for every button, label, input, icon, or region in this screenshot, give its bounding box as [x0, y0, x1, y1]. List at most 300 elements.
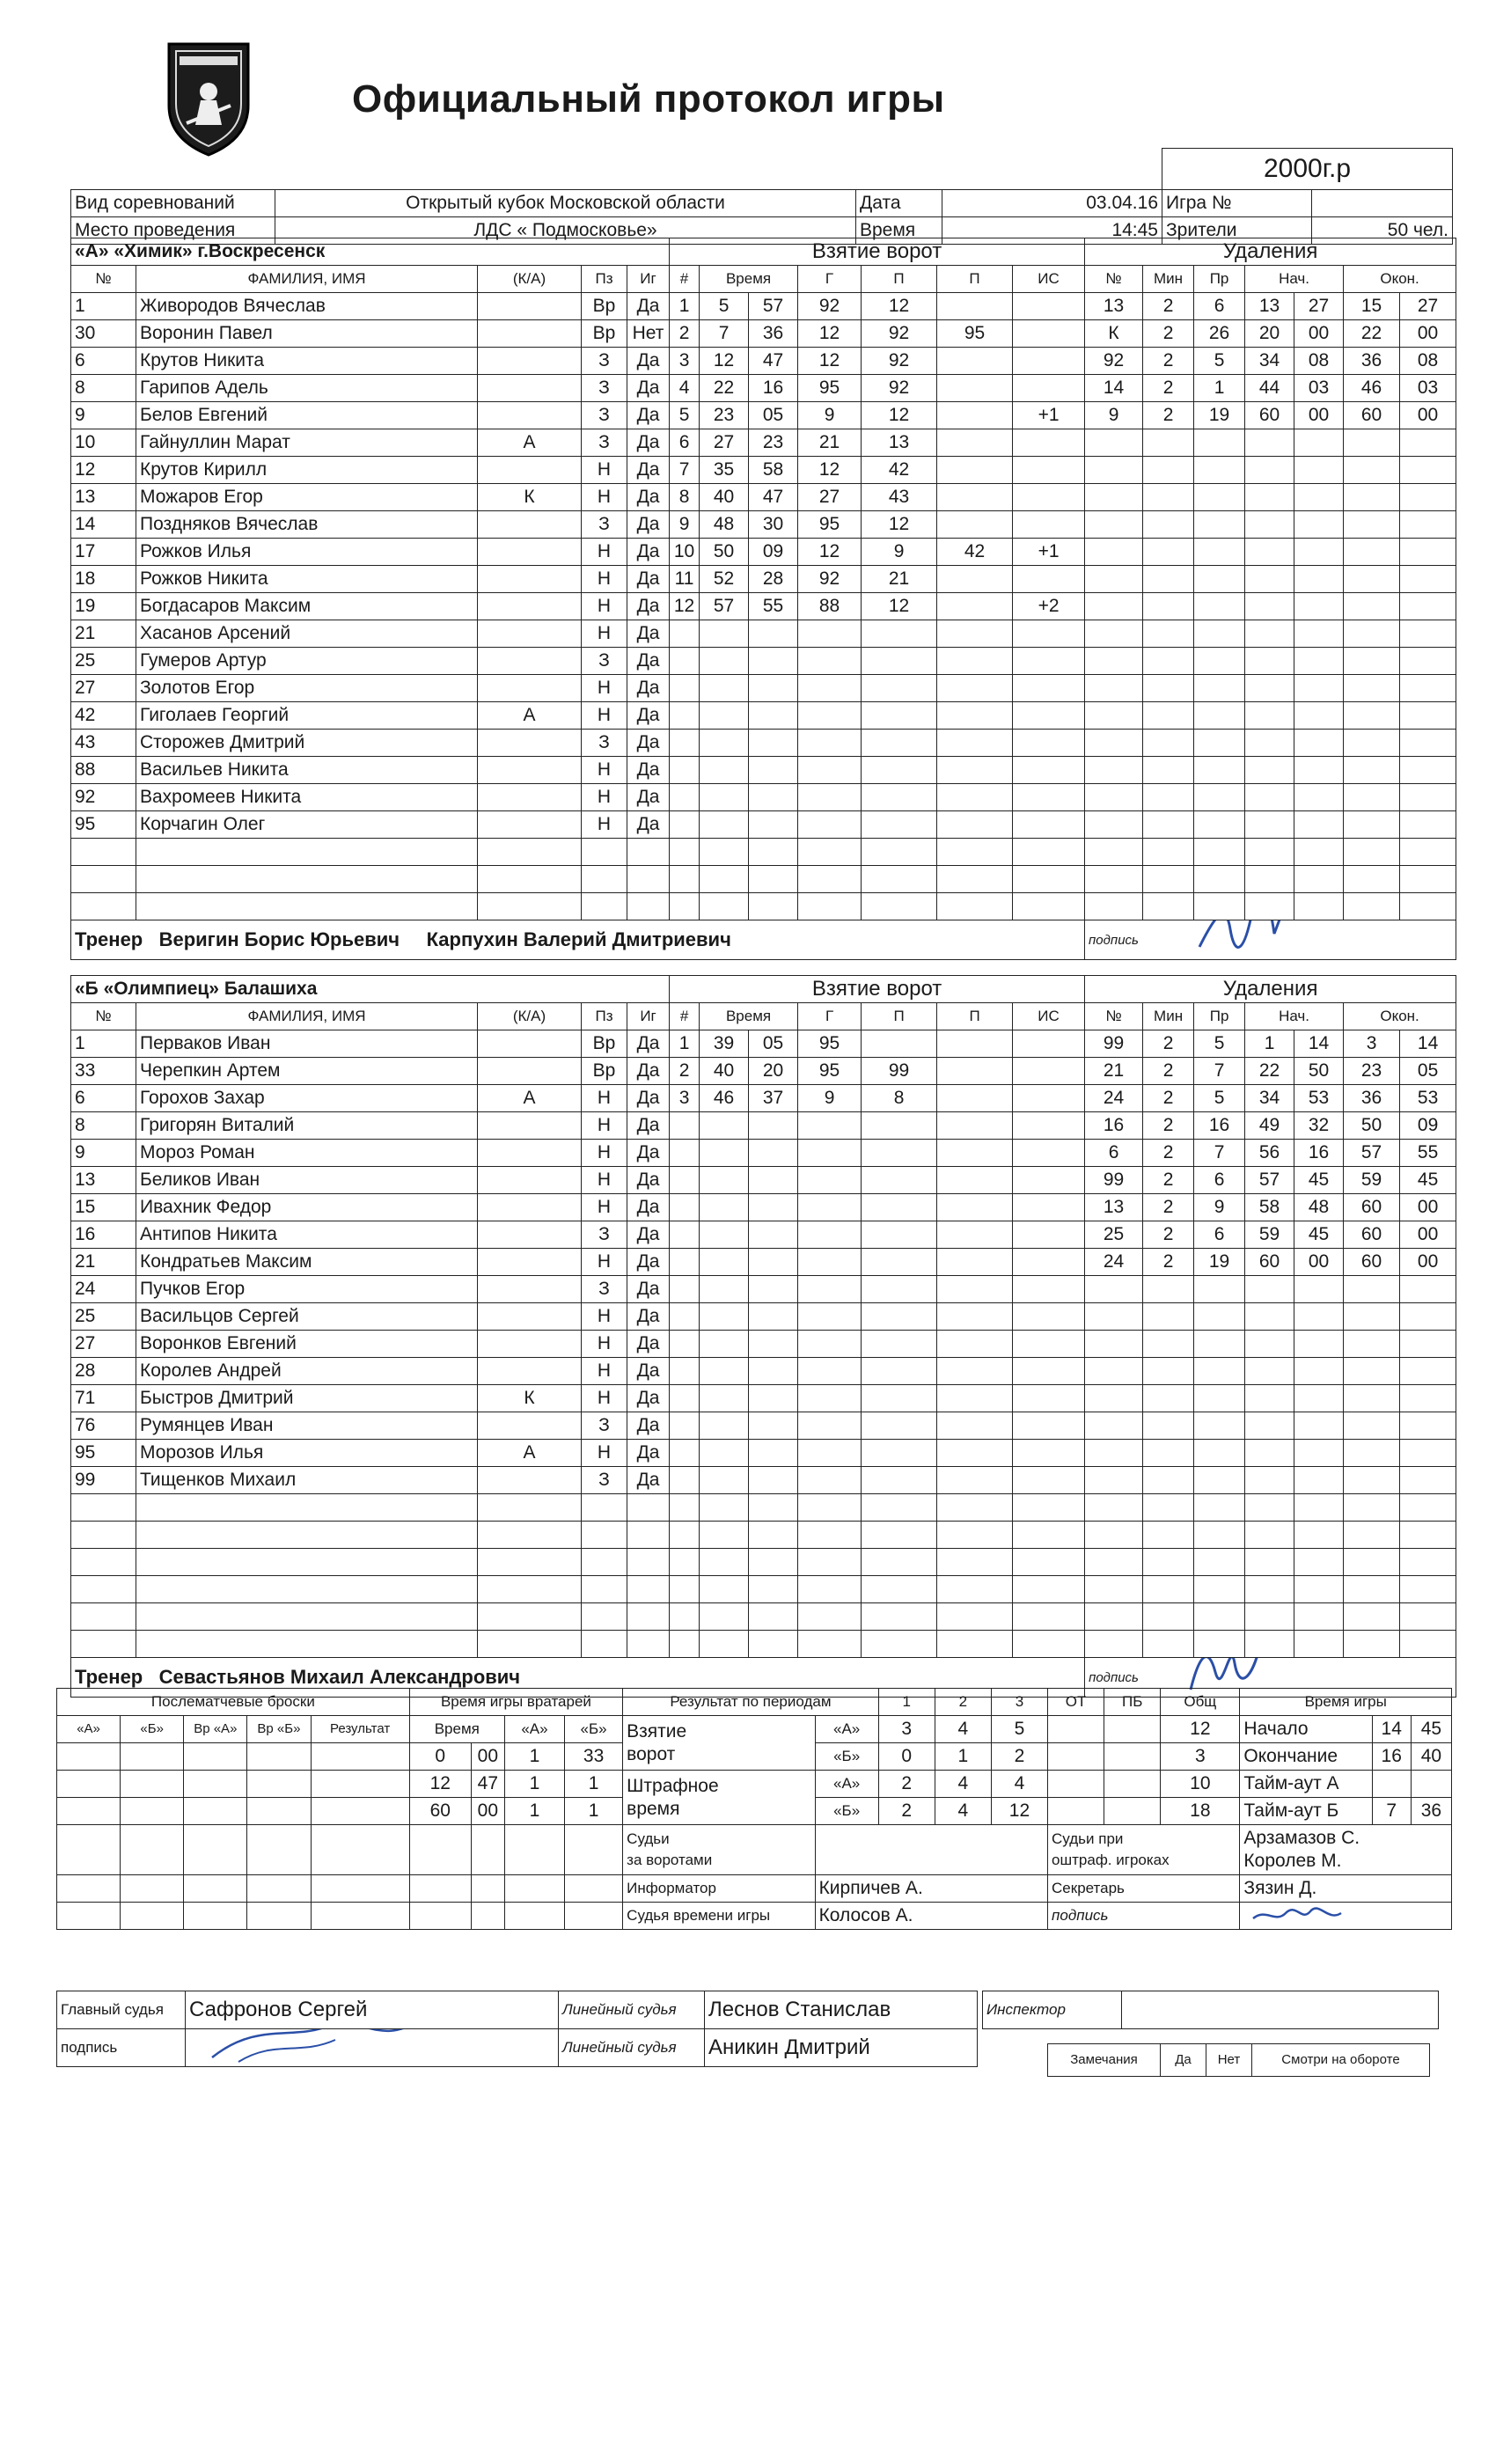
penalty-player: 9	[1085, 402, 1143, 429]
player-played: Да	[627, 1412, 670, 1440]
goal-minute	[700, 1412, 749, 1440]
penalty-reason	[1194, 784, 1245, 811]
penalty-end-sec: 05	[1400, 1058, 1456, 1085]
player-role: А	[478, 702, 582, 730]
penalty-minutes: 2	[1143, 1194, 1194, 1221]
penalty-start-min: 58	[1245, 1194, 1294, 1221]
period-ot-header: ОТ	[1048, 1689, 1104, 1716]
penalty-start-sec	[1294, 1276, 1344, 1303]
penalty-start-min	[1245, 1276, 1294, 1303]
goal-assist-1	[862, 1576, 937, 1603]
penalty-start-sec: 27	[1294, 293, 1344, 320]
penalty-reason: 5	[1194, 1030, 1245, 1058]
goal-second: 05	[749, 402, 798, 429]
penalty-reason: 5	[1194, 348, 1245, 375]
goal-second	[749, 620, 798, 648]
goal-assist-1	[862, 675, 937, 702]
penalty-start-sec	[1294, 1631, 1344, 1658]
goal-minute: 48	[700, 511, 749, 539]
goal-minute	[700, 1440, 749, 1467]
goal-assist-1: 12	[862, 593, 937, 620]
player-name: Хасанов Арсений	[136, 620, 478, 648]
penalty-start-min: 57	[1245, 1167, 1294, 1194]
goal-second	[749, 1303, 798, 1331]
col-name: ФАМИЛИЯ, ИМЯ	[136, 1003, 478, 1030]
goal-scorer	[798, 1412, 862, 1440]
penalty-start-min	[1245, 675, 1294, 702]
penalty-end-sec: 53	[1400, 1085, 1456, 1112]
goal-assist-1	[862, 1440, 937, 1467]
periods-goals-team-b: «Б»	[815, 1743, 878, 1771]
pim-b-p1: 2	[878, 1798, 935, 1825]
player-number: 9	[71, 1140, 136, 1167]
goal-situation	[1013, 320, 1085, 348]
goalie-row-1-b: 33	[565, 1743, 623, 1771]
penalty-start-min	[1245, 566, 1294, 593]
player-role	[478, 593, 582, 620]
penalty-player	[1085, 675, 1143, 702]
penalty-minutes	[1143, 1331, 1194, 1358]
goal-situation	[1013, 1140, 1085, 1167]
pim-a-p3: 4	[991, 1771, 1047, 1798]
penalty-end-min	[1344, 1276, 1400, 1303]
period-1-header: 1	[878, 1689, 935, 1716]
goal-number	[670, 1467, 700, 1494]
player-position: Н	[582, 1167, 627, 1194]
penalty-start-sec: 08	[1294, 348, 1344, 375]
penalty-end-sec	[1400, 675, 1456, 702]
goal-second: 30	[749, 511, 798, 539]
team-a-table	[70, 238, 1456, 960]
goalie-row-1-sec: 00	[471, 1743, 504, 1771]
penalty-reason	[1194, 730, 1245, 757]
team-b-row	[71, 1221, 1456, 1249]
player-name: Ивахник Федор	[136, 1194, 478, 1221]
player-position	[582, 1494, 627, 1522]
player-played	[627, 1631, 670, 1658]
player-name	[136, 1576, 478, 1603]
player-position: З	[582, 1221, 627, 1249]
goal-scorer	[798, 1549, 862, 1576]
penalty-end-sec	[1400, 1494, 1456, 1522]
player-name: Васильев Никита	[136, 757, 478, 784]
goal-assist-1	[862, 811, 937, 839]
secretary-signature-cell	[1240, 1903, 1452, 1930]
penalty-reason: 9	[1194, 1194, 1245, 1221]
penalty-start-min	[1245, 1385, 1294, 1412]
penalty-start-min	[1245, 1358, 1294, 1385]
goal-assist-1	[862, 1467, 937, 1494]
player-name: Королев Андрей	[136, 1358, 478, 1385]
goal-minute: 46	[700, 1085, 749, 1112]
match-info-table	[70, 148, 1453, 245]
goalie-col-b: «Б»	[565, 1716, 623, 1743]
goal-second	[749, 1358, 798, 1385]
penalty-start-sec	[1294, 675, 1344, 702]
goal-assist-1: 99	[862, 1058, 937, 1085]
penalty-end-min: 3	[1344, 1030, 1400, 1058]
player-position: Н	[582, 811, 627, 839]
goal-scorer: 27	[798, 484, 862, 511]
team-b-row	[71, 1440, 1456, 1467]
goal-number	[670, 702, 700, 730]
player-number: 27	[71, 1331, 136, 1358]
goal-situation	[1013, 511, 1085, 539]
game-end-minute: 40	[1411, 1743, 1451, 1771]
goal-scorer	[798, 620, 862, 648]
player-number	[71, 1576, 136, 1603]
goal-scorer	[798, 1358, 862, 1385]
goal-scorer	[798, 839, 862, 866]
player-role	[478, 1522, 582, 1549]
penalty-start-min: 34	[1245, 348, 1294, 375]
goal-scorer: 95	[798, 375, 862, 402]
goal-scorer: 88	[798, 593, 862, 620]
player-name: Румянцев Иван	[136, 1412, 478, 1440]
player-role	[478, 539, 582, 566]
player-role	[478, 1030, 582, 1058]
penalty-end-min	[1344, 1494, 1400, 1522]
goal-second	[749, 1112, 798, 1140]
player-role: А	[478, 1440, 582, 1467]
pim-a-p2: 4	[935, 1771, 991, 1798]
col-pen-min: Мин	[1143, 1003, 1194, 1030]
team-b-row	[71, 1631, 1456, 1658]
goal-situation: +1	[1013, 539, 1085, 566]
player-role	[478, 1167, 582, 1194]
player-position: Н	[582, 620, 627, 648]
goal-number	[670, 1194, 700, 1221]
player-number: 28	[71, 1358, 136, 1385]
goal-situation	[1013, 1058, 1085, 1085]
penalty-end-sec: 45	[1400, 1167, 1456, 1194]
player-number: 6	[71, 348, 136, 375]
goal-assist-2	[937, 1030, 1013, 1058]
goal-assist-1	[862, 757, 937, 784]
player-name: Рожков Никита	[136, 566, 478, 593]
penalty-end-sec: 00	[1400, 1194, 1456, 1221]
penalty-start-sec	[1294, 757, 1344, 784]
penalty-end-sec	[1400, 1385, 1456, 1412]
team-a-row	[71, 757, 1456, 784]
periods-goals-label	[623, 1716, 815, 1771]
penalty-minutes	[1143, 593, 1194, 620]
player-name: Белов Евгений	[136, 402, 478, 429]
team-a-row	[71, 866, 1456, 893]
goal-minute	[700, 1631, 749, 1658]
penalty-player	[1085, 1549, 1143, 1576]
penalty-minutes: 2	[1143, 1030, 1194, 1058]
penalty-start-min	[1245, 539, 1294, 566]
player-played: Да	[627, 1167, 670, 1194]
goal-scorer	[798, 1440, 862, 1467]
player-played: Да	[627, 539, 670, 566]
goal-minute	[700, 784, 749, 811]
goal-number	[670, 893, 700, 920]
goal-situation	[1013, 866, 1085, 893]
goal-scorer: 92	[798, 566, 862, 593]
penalty-player	[1085, 757, 1143, 784]
player-position: Вр	[582, 1058, 627, 1085]
player-name: Тищенков Михаил	[136, 1467, 478, 1494]
penalty-player: 21	[1085, 1058, 1143, 1085]
goal-assist-2: 42	[937, 539, 1013, 566]
goal-second	[749, 866, 798, 893]
penalty-reason: 6	[1194, 1221, 1245, 1249]
goal-second: 05	[749, 1030, 798, 1058]
player-played: Да	[627, 811, 670, 839]
player-position: Н	[582, 784, 627, 811]
goal-scorer	[798, 1140, 862, 1167]
timeout-b-label: Тайм-аут Б	[1240, 1798, 1372, 1825]
goal-minute	[700, 1494, 749, 1522]
goal-assist-2	[937, 702, 1013, 730]
penalty-reason: 5	[1194, 1085, 1245, 1112]
penalty-start-min	[1245, 1522, 1294, 1549]
player-name	[136, 839, 478, 866]
penalty-start-sec: 16	[1294, 1140, 1344, 1167]
penalty-start-sec	[1294, 484, 1344, 511]
player-name: Сторожев Дмитрий	[136, 730, 478, 757]
col-ig: Иг	[627, 1003, 670, 1030]
periods-pim-label	[623, 1771, 815, 1825]
col-pen-num: №	[1085, 266, 1143, 293]
penalty-reason	[1194, 1331, 1245, 1358]
team-b-row	[71, 1249, 1456, 1276]
penalty-start-sec: 50	[1294, 1058, 1344, 1085]
penalty-end-min: 23	[1344, 1058, 1400, 1085]
penalty-start-min: 60	[1245, 1249, 1294, 1276]
periods-title: Результат по периодам	[623, 1689, 879, 1716]
penalty-reason	[1194, 593, 1245, 620]
player-name	[136, 866, 478, 893]
goal-second	[749, 648, 798, 675]
shootout-col-b: «Б»	[121, 1716, 184, 1743]
goal-second: 55	[749, 593, 798, 620]
goal-minute	[700, 1194, 749, 1221]
penalty-minutes	[1143, 1358, 1194, 1385]
player-role	[478, 320, 582, 348]
goal-number	[670, 1358, 700, 1385]
penalty-end-sec	[1400, 702, 1456, 730]
penalty-start-sec	[1294, 1358, 1344, 1385]
spectators-value: 50 чел.	[1312, 217, 1453, 245]
player-number	[71, 839, 136, 866]
goal-assist-2	[937, 293, 1013, 320]
chief-signature-mark	[203, 2029, 432, 2067]
goals-a-total: 12	[1161, 1716, 1240, 1743]
player-name: Воронков Евгений	[136, 1331, 478, 1358]
penalty-player: 14	[1085, 375, 1143, 402]
goal-second	[749, 1276, 798, 1303]
pim-b-pb	[1104, 1798, 1161, 1825]
team-b-penalties-title: Удаления	[1085, 976, 1456, 1003]
goal-minute	[700, 730, 749, 757]
penalty-reason	[1194, 1358, 1245, 1385]
goal-assist-2	[937, 1358, 1013, 1385]
secretary-label: Секретарь	[1048, 1875, 1240, 1903]
goal-assist-2	[937, 593, 1013, 620]
goal-minute	[700, 702, 749, 730]
player-played: Да	[627, 348, 670, 375]
penalty-reason: 6	[1194, 293, 1245, 320]
team-a-row	[71, 702, 1456, 730]
goal-number	[670, 1331, 700, 1358]
team-a-row	[71, 648, 1456, 675]
team-b-coach-1: Севастьянов Михаил Александрович	[158, 1666, 521, 1688]
player-position: Н	[582, 1140, 627, 1167]
penalty-end-min	[1344, 566, 1400, 593]
player-number: 95	[71, 1440, 136, 1467]
team-b-row	[71, 1085, 1456, 1112]
goal-assist-2	[937, 1331, 1013, 1358]
penalty-end-min	[1344, 511, 1400, 539]
team-a-row	[71, 429, 1456, 457]
penalty-start-min: 1	[1245, 1030, 1294, 1058]
player-played: Да	[627, 293, 670, 320]
penalty-minutes: 2	[1143, 1085, 1194, 1112]
goal-number	[670, 811, 700, 839]
penalty-player	[1085, 484, 1143, 511]
goalie-col-a: «А»	[504, 1716, 564, 1743]
player-role	[478, 675, 582, 702]
goal-situation	[1013, 648, 1085, 675]
penalty-start-sec	[1294, 811, 1344, 839]
goal-number: 4	[670, 375, 700, 402]
goal-scorer: 95	[798, 1030, 862, 1058]
penalty-end-min	[1344, 811, 1400, 839]
penalty-end-sec	[1400, 784, 1456, 811]
game-start-hour: 14	[1372, 1716, 1411, 1743]
penalty-start-sec	[1294, 1385, 1344, 1412]
goal-situation	[1013, 730, 1085, 757]
goal-assist-2	[937, 620, 1013, 648]
goal-minute: 52	[700, 566, 749, 593]
team-a-row	[71, 893, 1456, 920]
col-goal-scorer: Г	[798, 266, 862, 293]
team-b-title: «Б «Олимпиец» Балашиха	[71, 976, 670, 1003]
player-position: Н	[582, 757, 627, 784]
player-number	[71, 1631, 136, 1658]
player-name: Поздняков Вячеслав	[136, 511, 478, 539]
penalty-end-sec	[1400, 1276, 1456, 1303]
penalty-minutes	[1143, 1522, 1194, 1549]
player-role	[478, 402, 582, 429]
player-played	[627, 893, 670, 920]
goalie-row-3-min: 60	[409, 1798, 471, 1825]
penalty-reason	[1194, 429, 1245, 457]
goal-second	[749, 1603, 798, 1631]
col-assist-2: П	[937, 1003, 1013, 1030]
penalty-start-sec	[1294, 730, 1344, 757]
remarks-yes[interactable]: Да	[1161, 2044, 1206, 2077]
penalty-end-min	[1344, 484, 1400, 511]
goal-number: 11	[670, 566, 700, 593]
competition-label: Вид соревнований	[71, 190, 275, 217]
goal-assist-1: 12	[862, 511, 937, 539]
penalty-end-min	[1344, 1331, 1400, 1358]
player-name: Гайнуллин Марат	[136, 429, 478, 457]
team-b-coach-label: Тренер	[75, 1666, 143, 1688]
age-group: 2000г.р	[1162, 149, 1453, 190]
penalty-minutes	[1143, 1440, 1194, 1467]
col-pen-num: №	[1085, 1003, 1143, 1030]
goal-situation	[1013, 484, 1085, 511]
penalty-start-min	[1245, 1494, 1294, 1522]
penalty-minutes	[1143, 429, 1194, 457]
penalty-end-min: 57	[1344, 1140, 1400, 1167]
goal-situation	[1013, 1331, 1085, 1358]
player-played: Да	[627, 757, 670, 784]
penalty-minutes	[1143, 648, 1194, 675]
player-played: Нет	[627, 320, 670, 348]
team-b-row	[71, 1603, 1456, 1631]
penalty-start-min	[1245, 784, 1294, 811]
goal-second: 37	[749, 1085, 798, 1112]
goal-situation	[1013, 620, 1085, 648]
penalty-minutes: 2	[1143, 1058, 1194, 1085]
pim-b-ot	[1048, 1798, 1104, 1825]
goal-scorer	[798, 1494, 862, 1522]
goal-situation	[1013, 1194, 1085, 1221]
player-position: Н	[582, 1303, 627, 1331]
penalty-minutes	[1143, 675, 1194, 702]
summary-table	[56, 1688, 1452, 1930]
inspector-table	[982, 1991, 1439, 2029]
player-number: 12	[71, 457, 136, 484]
player-position	[582, 1603, 627, 1631]
penalty-player	[1085, 1331, 1143, 1358]
goal-minute	[700, 1167, 749, 1194]
team-b-row	[71, 1412, 1456, 1440]
player-number: 88	[71, 757, 136, 784]
player-role	[478, 620, 582, 648]
linesman-2-label: Линейный судья	[559, 2029, 705, 2067]
penalty-start-sec	[1294, 1494, 1344, 1522]
penalty-player: 6	[1085, 1140, 1143, 1167]
player-position: З	[582, 1412, 627, 1440]
penalty-reason	[1194, 757, 1245, 784]
referees-table	[56, 1991, 978, 2067]
goal-scorer	[798, 893, 862, 920]
player-name: Крутов Кирилл	[136, 457, 478, 484]
goal-number: 7	[670, 457, 700, 484]
penalty-end-min	[1344, 784, 1400, 811]
federation-logo	[160, 35, 257, 158]
goal-number	[670, 1522, 700, 1549]
goal-scorer	[798, 1249, 862, 1276]
penalty-start-min	[1245, 1576, 1294, 1603]
penalty-start-min: 60	[1245, 402, 1294, 429]
penalty-minutes	[1143, 784, 1194, 811]
player-number: 6	[71, 1085, 136, 1112]
penalty-start-sec: 48	[1294, 1194, 1344, 1221]
player-number: 1	[71, 293, 136, 320]
player-played	[627, 866, 670, 893]
goal-second	[749, 1412, 798, 1440]
remarks-label: Замечания	[1048, 2044, 1161, 2077]
remarks-no[interactable]: Нет	[1206, 2044, 1252, 2077]
col-num: №	[71, 266, 136, 293]
penalty-start-sec	[1294, 457, 1344, 484]
game-end-hour: 16	[1372, 1743, 1411, 1771]
penalty-end-min	[1344, 1358, 1400, 1385]
team-b-row	[71, 1140, 1456, 1167]
penalty-minutes: 2	[1143, 348, 1194, 375]
penalty-start-sec	[1294, 784, 1344, 811]
player-played: Да	[627, 1085, 670, 1112]
player-position: Н	[582, 1385, 627, 1412]
